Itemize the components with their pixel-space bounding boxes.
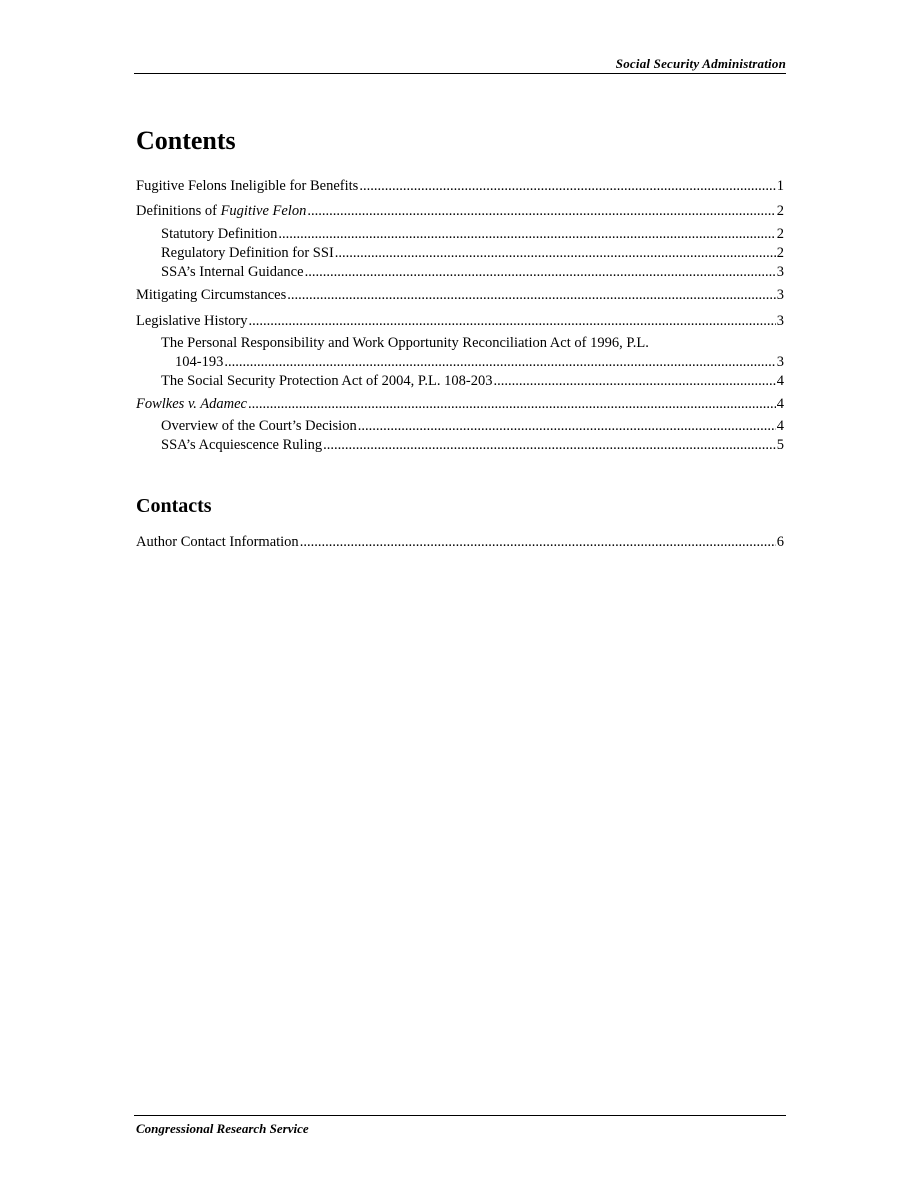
dot-leader (323, 436, 776, 455)
toc-entry-title: Regulatory Definition for SSI (161, 245, 334, 261)
toc-entry-title: Author Contact Information (136, 534, 299, 550)
dot-leader (335, 244, 776, 263)
toc-page-number: 2 (776, 226, 784, 242)
toc-entry-title: The Social Security Protection Act of 2004, P.L. 108-203 (161, 373, 493, 389)
toc-entry-title: Definitions of Fugitive Felon (136, 203, 307, 219)
running-header: Social Security Administration (615, 56, 786, 71)
toc-entry-title: Fugitive Felons Ineligible for Benefits (136, 178, 359, 194)
dot-leader (224, 353, 775, 372)
toc-page-number: 3 (776, 313, 784, 329)
dot-leader (300, 533, 776, 552)
toc-page-number: 3 (776, 287, 784, 303)
toc-page-number: 4 (776, 396, 784, 412)
toc-page-number: 4 (776, 418, 784, 434)
toc-entry-statutory-definition[interactable] (161, 225, 784, 244)
toc-entry-title: SSA’s Acquiescence Ruling (161, 437, 323, 453)
toc-entry-title: Mitigating Circumstances (136, 287, 287, 303)
toc-entry-author-contact[interactable] (136, 533, 784, 552)
toc-entry-prwora-line2[interactable] (175, 353, 784, 372)
toc-page-number: 3 (776, 264, 784, 280)
toc-entry-title: SSA’s Internal Guidance (161, 264, 304, 280)
toc-entry-title: Overview of the Court’s Decision (161, 418, 357, 434)
dot-leader (287, 286, 776, 305)
toc-page-number: 6 (776, 534, 784, 550)
toc-entry-definitions[interactable] (136, 202, 784, 221)
toc-page-number: 1 (776, 178, 784, 194)
toc-page-number: 2 (776, 203, 784, 219)
dot-leader (359, 177, 775, 196)
toc-entry-fugitive-felons[interactable] (136, 177, 784, 196)
contents-heading: Contents (136, 126, 236, 155)
toc-entry-court-decision[interactable] (161, 417, 784, 436)
running-footer: Congressional Research Service (136, 1121, 309, 1136)
dot-leader (249, 312, 776, 331)
toc-entry-acquiescence-ruling[interactable] (161, 436, 784, 455)
dot-leader (307, 202, 775, 221)
dot-leader (493, 372, 775, 391)
toc-entry-title (136, 395, 247, 414)
footer-rule (134, 1115, 786, 1116)
toc-page-number: 2 (776, 245, 784, 261)
toc-entry-regulatory-definition[interactable] (161, 244, 784, 263)
toc-entry-protection-act[interactable] (161, 372, 784, 391)
toc-entry-title: 104-193 (175, 354, 224, 370)
contacts-heading: Contacts (136, 495, 212, 517)
toc-page-number: 4 (776, 373, 784, 389)
dot-leader (278, 225, 775, 244)
dot-leader (305, 263, 776, 282)
toc-entry-prwora-line1[interactable]: The Personal Responsibility and Work Opportunity Reconciliation Act of 1996, P.L. (161, 335, 649, 351)
toc-entry-legislative-history[interactable] (136, 312, 784, 331)
dot-leader (248, 395, 776, 414)
toc-entry-title: Statutory Definition (161, 226, 278, 242)
toc-entry-internal-guidance[interactable] (161, 263, 784, 282)
toc-page-number: 3 (776, 354, 784, 370)
toc-entry-mitigating-circumstances[interactable] (136, 286, 784, 305)
header-rule (134, 73, 786, 74)
toc-entry-fowlkes[interactable] (136, 395, 784, 414)
toc-entry-title-italic: Fowlkes v. Adamec (136, 396, 247, 412)
toc-page-number: 5 (776, 437, 784, 453)
toc-entry-title: Legislative History (136, 313, 248, 329)
toc-entry-title-italic: Fugitive Felon (220, 203, 307, 219)
dot-leader (358, 417, 776, 436)
